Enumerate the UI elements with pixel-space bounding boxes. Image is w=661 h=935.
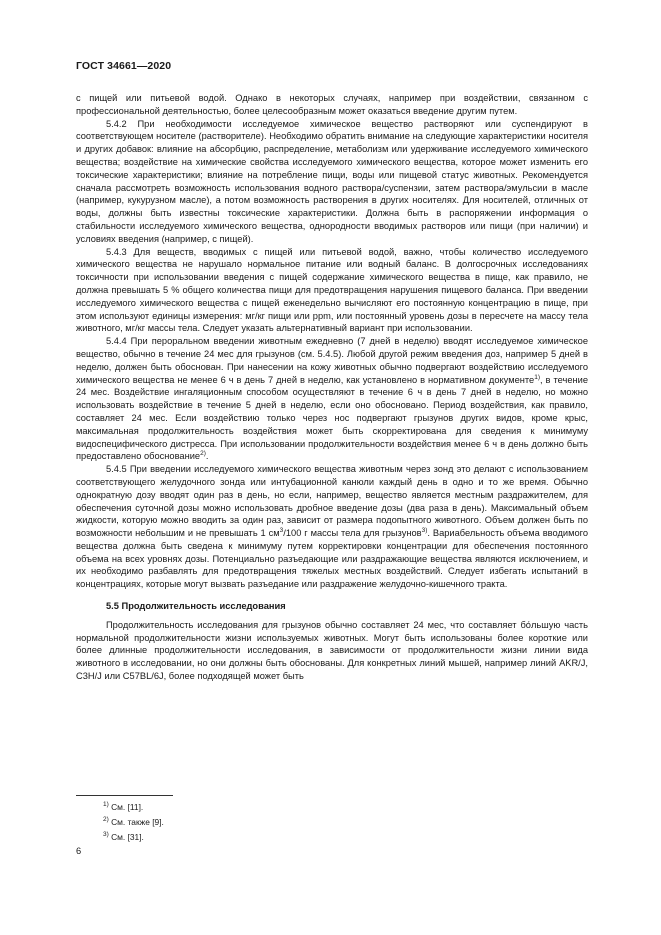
footnote-text: См. [11]. xyxy=(111,802,144,812)
footnote-text: См. также [9]. xyxy=(111,817,164,827)
footnote-item xyxy=(103,800,164,815)
footnote-item xyxy=(103,830,164,845)
footnote-ref-1: 1) xyxy=(534,373,541,381)
footnote-mark: 3) xyxy=(103,831,109,838)
footnote-item xyxy=(103,815,164,830)
footnote-ref-2: 2) xyxy=(200,450,206,458)
body-text xyxy=(76,92,588,683)
cubic-superscript: 3 xyxy=(279,527,284,535)
page-number: 6 xyxy=(76,846,82,856)
paragraph-5-4-3: 5.4.3 Для веществ, вводимых с пищей или питьевой водой, важно, чтобы количество исследуемого химического вещества не нарушало нормальное питание или водный баланс. В долгосрочных исследованиях токсичности при использовании введения с пищей содержание химического вещества в пище, как правило, не должна превышать 5 % общего количества пищи для предотвращения нарушения пищевого баланса. При введении исследуемого химического вещества с пищей еженедельно вычисляют его постоянную концентрацию в пище, при этом используют единицы измерения: мг/кг пищи или ppm, или постоянный уровень дозы в пересчете на массу тела животного, мг/кг массы тела. Следует указать альтернативный вариант при использовании. xyxy=(76,246,588,334)
paragraph-5-4-5-text-c: . Вариабельность объема вводимого вещества должна быть сведена к минимуму путем корректировки концентрации для обеспечения постоянного объема на всех уровнях дозы. Потенциально разъедающие или раздражающие вещества являются исключением, и их необходимо разбавлять для предотвращения тяжелых местных воздействий. Следует избегать испытаний в концентрациях, которые могут вызвать разъедание или раздражение желудочно-кишечного тракта. xyxy=(76,528,588,590)
paragraph-5-4-5 xyxy=(76,463,588,591)
footnotes xyxy=(103,800,164,845)
footnote-divider xyxy=(76,795,173,796)
section-heading-5-5: 5.5 Продолжительность исследования xyxy=(106,601,286,612)
paragraph-5-4-2: 5.4.2 При необходимости исследуемое химическое вещество растворяют или суспендируют в соответствующем носителе (растворителе). Необходимо обратить внимание на следующие характеристики носителя и других добавок: влияние на абсорбцию, распределение, метаболизм или удерживание исследуемого химического вещества; воздействие на химические свойства исследуемого химического вещества, которое может изменить его токсические характеристики; влияние на потребление пищи, воды или пищевой статус животных. Рекомендуется сначала рассмотреть возможность использования водного раствора/суспензии, затем раствора/эмульсии в масле (например, кукурузном масле), а потом возможность растворения в других носителях. Для носителей, отличных от воды, должны быть известны токсические характеристики. Должна быть в распоряжении информация о стабильности исследуемого химического вещества, однородности вводимых растворов или пищи (при наличии) и условиях введения (например, с пищей). xyxy=(76,118,588,244)
footnote-text: См. [31]. xyxy=(111,832,144,842)
paragraph-5-4-4-text-a: 5.4.4 При пероральном введении животным ежедневно (7 дней в неделю) вводят исследуемое химическое вещество, обычно в течение 24 мес для грызунов (см. 5.4.5). Любой другой режим введения доз, например 5 дней в неделю, должен быть обоснован. При нанесении на кожу животных обычно подвергают воздействию исследуемого химического вещества не менее 6 ч в день 7 дней в неделю, как установлено в нормативном документе xyxy=(76,336,588,385)
footnote-mark: 2) xyxy=(103,816,109,823)
paragraph-5-4-4-text-c: . xyxy=(205,451,209,462)
paragraph-5-4-5-text-b: /100 г массы тела для грызунов xyxy=(283,528,422,539)
footnote-ref-3: 3) xyxy=(421,527,428,535)
paragraph-5-4-4 xyxy=(76,335,588,463)
paragraph-5-4-4-text-b: , в течение 24 мес. Воздействие ингаляционным способом осуществляют в течение 6 ч в день 7 дней в неделю, но можно использовать воздействие в течение 5 дней в неделю, если оно обосновано. Период воздействия, как правило, составляет 24 мес. Если воздействию только через нос подвергают грызунов других видов, кроме крыс, максимальная продолжительность воздействия может быть скорректирована для сведения к минимуму видоспецифического дистресса. При использовании продолжительности воздействия менее 6 ч в день должно быть предоставлено обоснование xyxy=(76,374,588,462)
paragraph-5-5: Продолжительность исследования для грызунов обычно составляет 24 мес, что составляет бо́льшую часть нормальной продолжительности жизни используемых животных. Могут быть использованы более короткие или более длинные продолжительности исследования, в зависимости от продолжительности жизни линии вида животного в исследовании, но они должны быть обоснованы. Для конкретных линий мышей, например линий AKR/J, C3H/J или C57BL/6J, более подходящей может быть xyxy=(76,619,588,682)
paragraph-continuation: с пищей или питьевой водой. Однако в некоторых случаях, например при воздействии, связанном с профессиональной деятельностью, более целесообразным может оказаться введение другим путем. xyxy=(76,93,588,116)
footnote-mark: 1) xyxy=(103,801,109,808)
paragraph-5-4-5-text-a: 5.4.5 При введении исследуемого химического вещества животным через зонд это делают с использованием соответствующего желудочного зонда или интубационной канюли каждый день в одно и то же время. Обычно однократную дозу вводят один раз в день, но если, например, вещество является местным раздражителем, для обеспечения суточной дозы можно использовать дробное введение дозы (два раза в день). Максимальный объем жидкости, которую можно вводить за один раз, зависит от размера подопытного животного. Объем должен быть по возможности небольшим и не превышать 1 см xyxy=(76,464,588,539)
standard-header: ГОСТ 34661—2020 xyxy=(76,60,172,72)
